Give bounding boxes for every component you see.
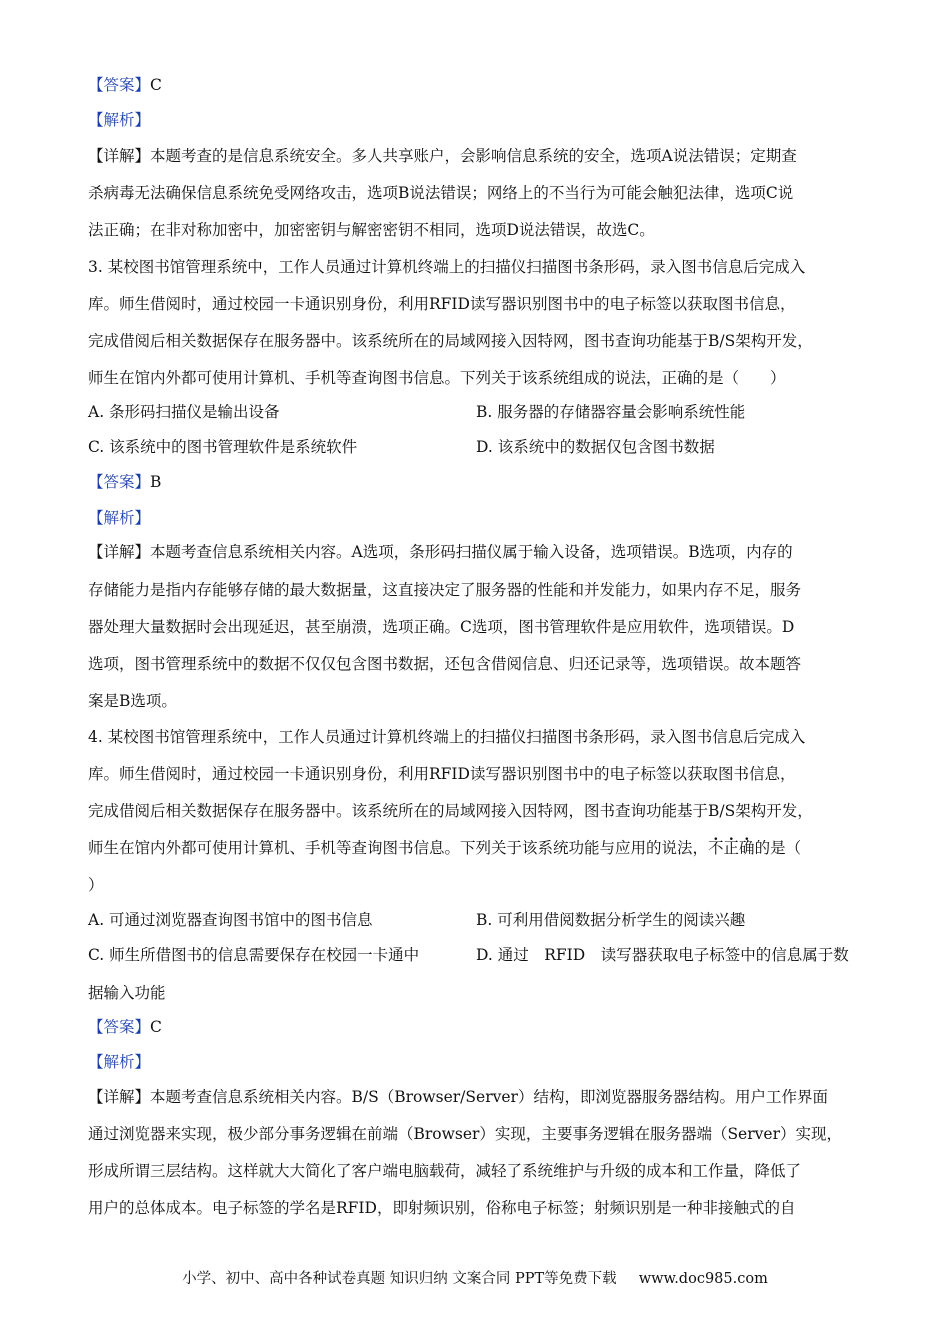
emphasis-char: 不 [708, 839, 724, 857]
q4-detail-text: 形成所谓三层结构。这样就大大简化了客户端电脑载荷，减轻了系统维护与升级的成本和工作量，降低了 [88, 1162, 802, 1180]
q3-option-c: C. 该系统中的图书管理软件是系统软件 [88, 438, 358, 456]
detail-tag: 【详解】 [88, 1088, 151, 1106]
analysis-tag: 【解析】 [88, 111, 151, 129]
answer-tag: 【答案】 [88, 473, 151, 491]
analysis-tag: 【解析】 [88, 1053, 151, 1071]
q4-option-d-continued: 据输入功能 [88, 984, 166, 1002]
q2-answer-line [88, 74, 162, 96]
q4-stem-line: 完成借阅后相关数据保存在服务器中。该系统所在的局域网接入因特网，图书查询功能基于B/S架构开发， [88, 802, 813, 820]
q3-answer-line [88, 471, 161, 493]
q3-option-d: D. 该系统中的数据仅包含图书数据 [476, 438, 715, 456]
answer-value: C [150, 1018, 162, 1036]
stem-text: 师生在馆内外都可使用计算机、手机等查询图书信息。下列关于该系统功能与应用的说法， [88, 839, 709, 857]
q3-analysis-line [88, 507, 150, 529]
q3-detail-text: 存储能力是指内存能够存储的最大数据量，这直接决定了服务器的性能和并发能力，如果内存不足，服务 [88, 581, 802, 599]
q4-stem-line: 4. 某校图书馆管理系统中，工作人员通过计算机终端上的扫描仪扫描图书条形码，录入图书信息后完成入 [88, 728, 806, 746]
q4-option-b: B. 可利用借阅数据分析学生的阅读兴趣 [476, 911, 746, 929]
q3-detail-line [88, 541, 793, 563]
q2-detail-text: 法正确；在非对称加密中，加密密钥与解密密钥不相同，选项D说法错误，故选C。 [88, 221, 655, 239]
analysis-tag: 【解析】 [88, 509, 151, 527]
detail-text: 本题考查的是信息系统安全。多人共享账户，会影响信息系统的安全，选项A说法错误；定期查 [150, 147, 797, 165]
q3-stem-line: 3. 某校图书馆管理系统中，工作人员通过计算机终端上的扫描仪扫描图书条形码，录入图书信息后完成入 [88, 258, 806, 276]
answer-value: C [150, 76, 162, 94]
q3-stem-line: 完成借阅后相关数据保存在服务器中。该系统所在的局域网接入因特网，图书查询功能基于B/S架构开发， [88, 332, 813, 350]
q3-detail-text: 器处理大量数据时会出现延迟，甚至崩溃，选项正确。C选项，图书管理软件是应用软件，选项错误。D [88, 618, 795, 636]
q4-detail-text: 通过浏览器来实现，极少部分事务逻辑在前端（Browser）实现，主要事务逻辑在服务器端（Server）实现， [88, 1125, 842, 1143]
detail-text: 本题考查信息系统相关内容。A选项，条形码扫描仪属于输入设备，选项错误。B选项，内存的 [150, 543, 793, 561]
q4-stem-line: 库。师生借阅时，通过校园一卡通识别身份，利用RFID读写器识别图书中的电子标签以获取图书信息， [88, 765, 796, 783]
emphasis-char: 确 [739, 839, 755, 857]
page-footer [0, 1268, 950, 1290]
stem-text: 的是（ [754, 839, 802, 857]
q4-stem-line [88, 837, 801, 859]
q3-stem-line: 库。师生借阅时，通过校园一卡通识别身份，利用RFID读写器识别图书中的电子标签以获取图书信息， [88, 295, 796, 313]
q3-option-a: A. 条形码扫描仪是输出设备 [88, 403, 280, 421]
q2-detail-line [88, 145, 797, 167]
q3-detail-text: 选项，图书管理系统中的数据不仅仅包含图书数据，还包含借阅信息、归还记录等，选项错误。故本题答 [88, 655, 802, 673]
footer-url[interactable]: www.doc985.com [638, 1271, 768, 1287]
detail-tag: 【详解】 [88, 543, 151, 561]
q4-answer-line [88, 1016, 162, 1038]
q4-option-d: D. 通过 RFID 读写器获取电子标签中的信息属于数 [476, 946, 849, 964]
emphasis-char: 正 [723, 839, 740, 857]
q3-detail-text: 案是B选项。 [88, 692, 177, 710]
q4-option-c: C. 师生所借图书的信息需要保存在校园一卡通中 [88, 946, 420, 964]
q4-detail-line [88, 1086, 828, 1108]
answer-value: B [150, 473, 162, 491]
q4-analysis-line [88, 1051, 150, 1073]
answer-tag: 【答案】 [88, 1018, 151, 1036]
q4-option-a: A. 可通过浏览器查询图书馆中的图书信息 [88, 911, 373, 929]
q4-stem-line: ） [88, 876, 104, 894]
q3-stem-line: 师生在馆内外都可使用计算机、手机等查询图书信息。下列关于该系统组成的说法，正确的是（ ） [88, 369, 786, 387]
q2-detail-text: 杀病毒无法确保信息系统免受网络攻击，选项B说法错误；网络上的不当行为可能会触犯法律，选项C说 [88, 184, 794, 202]
q2-analysis-line [88, 109, 150, 131]
detail-text: 本题考查信息系统相关内容。B/S（Browser/Server）结构，即浏览器服务器结构。用户工作界面 [150, 1088, 828, 1106]
q3-option-b: B. 服务器的存储器容量会影响系统性能 [476, 403, 746, 421]
detail-tag: 【详解】 [88, 147, 151, 165]
footer-text: 小学、初中、高中各种试卷真题 知识归纳 文案合同 PPT等免费下载 [182, 1271, 617, 1287]
answer-tag: 【答案】 [88, 76, 151, 94]
q4-detail-text: 用户的总体成本。电子标签的学名是RFID，即射频识别，俗称电子标签；射频识别是一种非接触式的自 [88, 1199, 796, 1217]
